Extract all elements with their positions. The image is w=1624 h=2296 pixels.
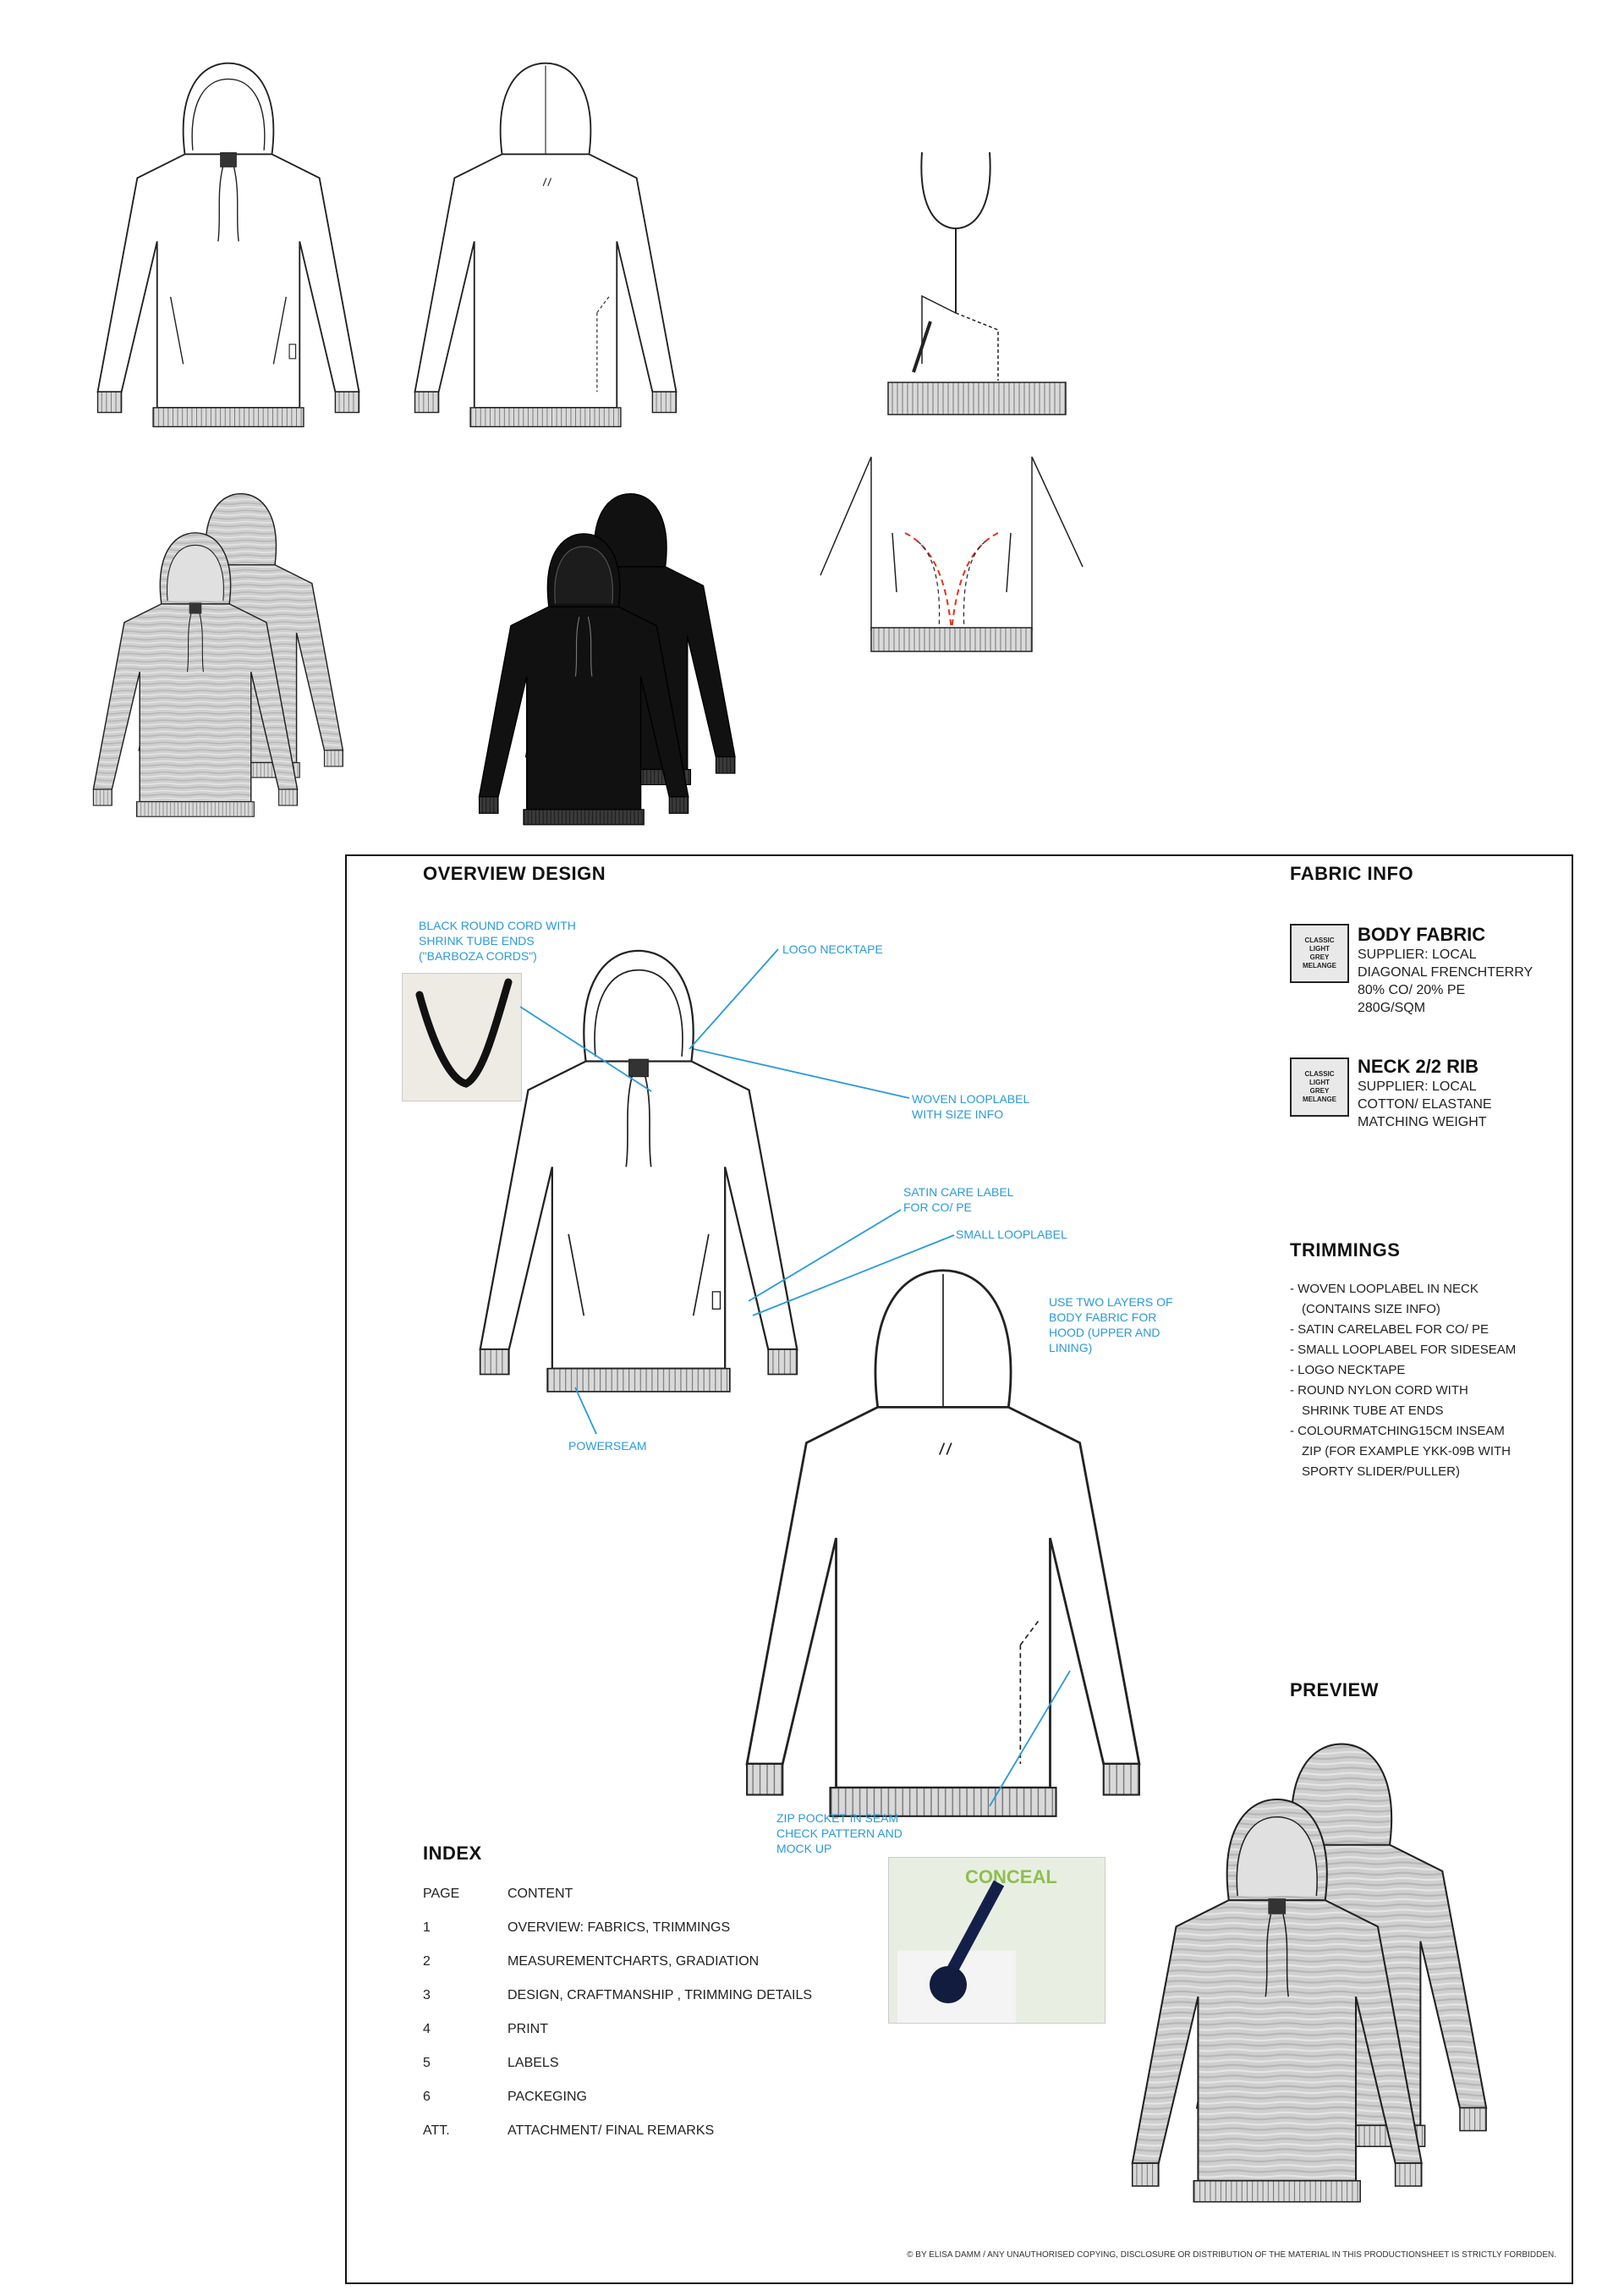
footer-copyright: © BY ELISA DAMM / ANY UNAUTHORISED COPYING, DISCLOSURE OR DISTRIBUTION OF THE MATERIAL IN THIS PRODUCTIONSHEET IS STRICTLY FORBIDDEN. bbox=[907, 2250, 1556, 2260]
trimming-line: SHRINK TUBE AT ENDS bbox=[1302, 1403, 1444, 1418]
callout-satin-care: SATIN CARE LABEL FOR CO/ PE bbox=[903, 1185, 1013, 1214]
index-col-page: PAGE bbox=[423, 1887, 460, 1901]
preview-grey-pair bbox=[1115, 1726, 1521, 2233]
index-row: 5 LABELS bbox=[423, 2056, 559, 2070]
overview-heading: OVERVIEW DESIGN bbox=[423, 863, 606, 884]
index-row: 6 PACKEGING bbox=[423, 2090, 587, 2104]
fabric-line: 80% CO/ 20% PE bbox=[1358, 983, 1466, 997]
trimming-line: SPORTY SLIDER/PULLER) bbox=[1302, 1464, 1461, 1479]
index-heading: INDEX bbox=[423, 1843, 482, 1864]
trimming-line: - ROUND NYLON CORD WITH bbox=[1290, 1383, 1468, 1398]
fabric-line: 280G/SQM bbox=[1358, 1001, 1426, 1015]
trimmings-list bbox=[1290, 1279, 1561, 1482]
fabric-title-body: BODY FABRIC bbox=[1358, 924, 1486, 945]
trimming-line: - SMALL LOOPLABEL FOR SIDESEAM bbox=[1290, 1343, 1517, 1357]
fabric-title-rib: NECK 2/2 RIB bbox=[1358, 1056, 1479, 1077]
fabric-line: MATCHING WEIGHT bbox=[1358, 1115, 1487, 1129]
preview-heading: PREVIEW bbox=[1290, 1679, 1379, 1700]
callout-logo-necktape: LOGO NECKTAPE bbox=[782, 942, 883, 956]
fabric-line: COTTON/ ELASTANE bbox=[1358, 1097, 1492, 1112]
fabric-swatch-body: CLASSIC LIGHT GREY MELANGE bbox=[1290, 924, 1349, 983]
fabric-line: DIAGONAL FRENCHTERRY bbox=[1358, 965, 1533, 980]
fabric-line: SUPPLIER: LOCAL bbox=[1358, 948, 1477, 962]
callout-woven-looplabel: WOVEN LOOPLABEL WITH SIZE INFO bbox=[912, 1092, 1029, 1121]
trimmings-heading: TRIMMINGS bbox=[1290, 1239, 1401, 1261]
callout-zip-pocket: ZIP POCKET IN SEAM CHECK PATTERN AND MOCK UP bbox=[776, 1811, 903, 1855]
callout-hood-layers: USE TWO LAYERS OF BODY FABRIC FOR HOOD (UPPER AND LINING) bbox=[1049, 1295, 1173, 1354]
trimming-line: - WOVEN LOOPLABEL IN NECK bbox=[1290, 1282, 1479, 1296]
index-row: 4 PRINT bbox=[423, 2022, 548, 2036]
zip-photo-label: CONCEAL bbox=[965, 1866, 1057, 1887]
index-row: ATT. ATTACHMENT/ FINAL REMARKS bbox=[423, 2123, 715, 2138]
index-row: 3 DESIGN, CRAFTMANSHIP , TRIMMING DETAILS bbox=[423, 1988, 813, 2002]
trimming-line: - LOGO NECKTAPE bbox=[1290, 1363, 1406, 1377]
fabric-line: SUPPLIER: LOCAL bbox=[1358, 1079, 1477, 1094]
trimming-line: - SATIN CARELABEL FOR CO/ PE bbox=[1290, 1322, 1490, 1337]
index-row: 1 OVERVIEW: FABRICS, TRIMMINGS bbox=[423, 1920, 731, 1935]
index-col-content: CONTENT bbox=[508, 1887, 573, 1901]
callout-cord: BLACK ROUND CORD WITH SHRINK TUBE ENDS ("BARBOZA CORDS") bbox=[419, 919, 576, 963]
trimming-line: ZIP (FOR EXAMPLE YKK-09B WITH bbox=[1302, 1444, 1512, 1458]
trimming-line: (CONTAINS SIZE INFO) bbox=[1302, 1302, 1440, 1316]
fabric-swatch-rib: CLASSIC LIGHT GREY MELANGE bbox=[1290, 1057, 1349, 1117]
callout-small-looplabel: SMALL LOOPLABEL bbox=[956, 1228, 1067, 1241]
index-table bbox=[423, 1887, 930, 2140]
fabric-heading: FABRIC INFO bbox=[1290, 863, 1414, 884]
trimming-line: - COLOURMATCHING15CM INSEAM bbox=[1290, 1424, 1505, 1438]
callout-powerseam: POWERSEAM bbox=[568, 1439, 647, 1453]
index-header-row bbox=[423, 1887, 930, 1909]
index-row: 2 MEASUREMENTCHARTS, GRADIATION bbox=[423, 1954, 760, 1969]
